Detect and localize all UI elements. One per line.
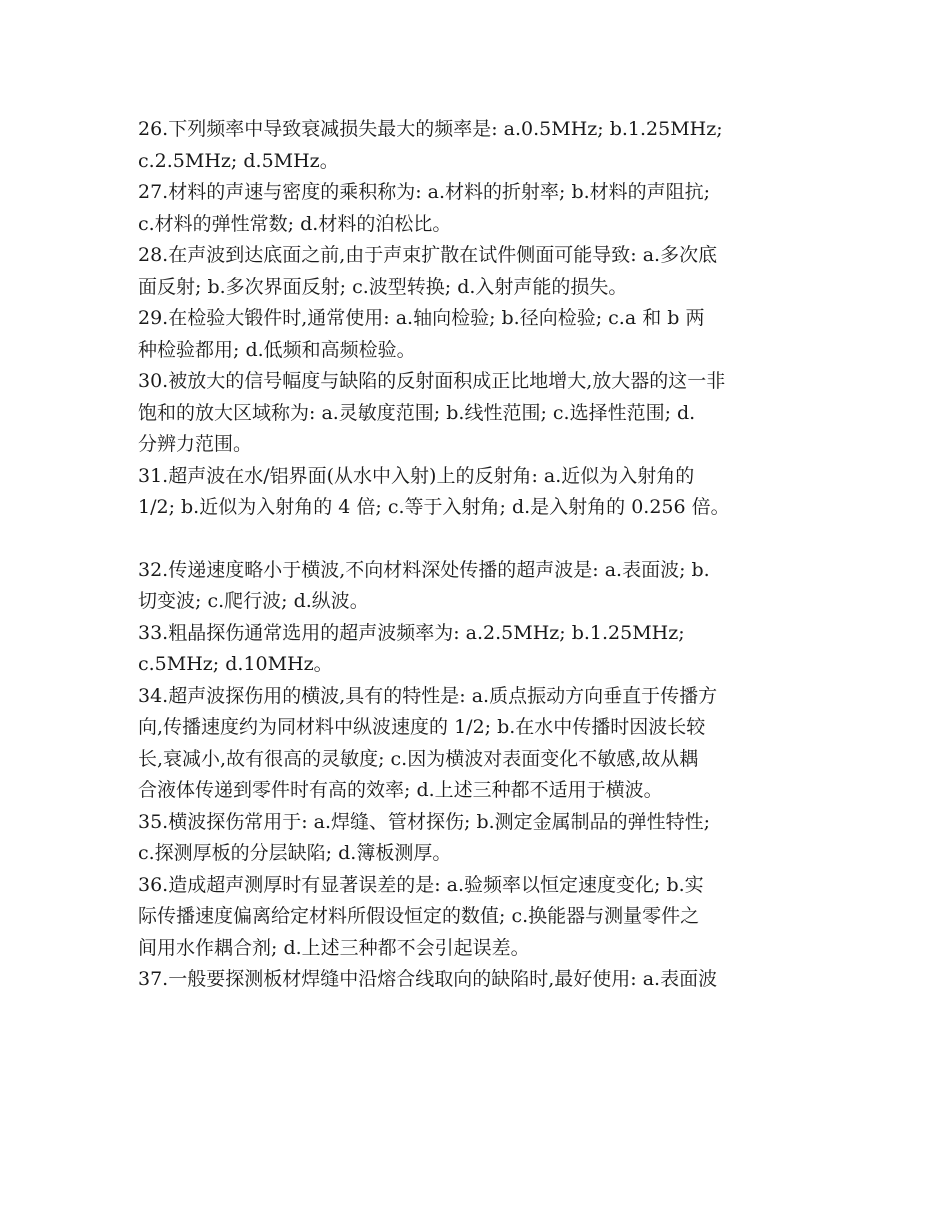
question-36: 36.造成超声测厚时有显著误差的是: a.验频率以恒定速度变化; b.实 际传播速度偏离给定材料所假设恒定的数值; c.换能器与测量零件之 间用水作耦合剂; d.上述三种都不会引起误差。: [138, 873, 704, 959]
question-list: [138, 114, 828, 996]
question-33: 33.粗晶探伤通常选用的超声波频率为: a.2.5MHz; b.1.25MHz; c.5MHz; d.10MHz。: [138, 621, 685, 675]
question-28: 28.在声波到达底面之前,由于声束扩散在试件侧面可能导致: a.多次底 面反射; b.多次界面反射; c.波型转换; d.入射声能的损失。: [138, 244, 718, 298]
question-26: 26.下列频率中导致衰减损失最大的频率是: a.0.5MHz; b.1.25MHz; c.2.5MHz; d.5MHz。: [138, 118, 723, 172]
question-30: 30.被放大的信号幅度与缺陷的反射面积成正比地增大,放大器的这一非 饱和的放大区域称为: a.灵敏度范围; b.线性范围; c.选择性范围; d. 分辨力范围。: [138, 370, 726, 455]
question-31: 31.超声波在水/铝界面(从水中入射)上的反射角: a.近似为入射角的 1/2; b.近似为入射角的 4 倍; c.等于入射角; d.是入射角的 0.256 倍。: [138, 464, 730, 518]
question-35: 35.横波探伤常用于: a.焊缝、管材探伤; b.测定金属制品的弹性特性; c.探测厚板的分层缺陷; d.簿板测厚。: [138, 810, 711, 864]
question-37: 37.一般要探测板材焊缝中沿熔合线取向的缺陷时,最好使用: a.表面波: [138, 968, 718, 990]
question-34: 34.超声波探伤用的横波,具有的特性是: a.质点振动方向垂直于传播方 向,传播速度约为同材料中纵波速度的 1/2; b.在水中传播时因波长较 长,衰减小,故有很高的灵敏度; c.因为横波对表面变化不敏感,故从耦 合液体传递到零件时有高的效率; d.上述三种都不适用于横波。: [138, 684, 718, 801]
question-29: 29.在检验大锻件时,通常使用: a.轴向检验; b.径向检验; c.a 和 b 两 种检验都用; d.低频和高频检验。: [138, 307, 705, 361]
question-27: 27.材料的声速与密度的乘积称为: a.材料的折射率; b.材料的声阻抗; c.材料的弹性常数; d.材料的泊松比。: [138, 181, 711, 235]
question-32: 32.传递速度略小于横波,不向材料深处传播的超声波是: a.表面波; b. 切变波; c.爬行波; d.纵波。: [138, 558, 710, 612]
